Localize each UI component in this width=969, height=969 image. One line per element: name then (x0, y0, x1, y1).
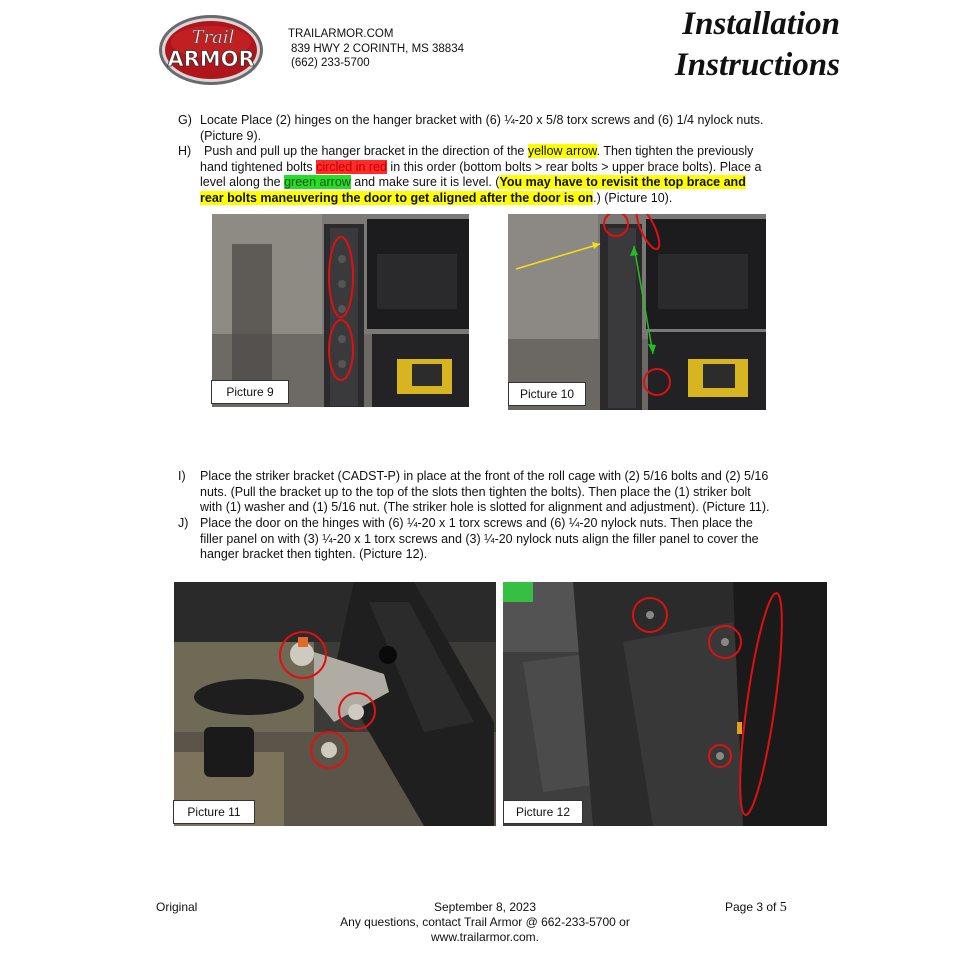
green-arrow-highlight: green arrow (284, 175, 351, 190)
footer-website: www.trailarmor.com. (430, 930, 540, 944)
picture-12-photo (503, 582, 827, 826)
step-letter: G) (178, 113, 192, 127)
company-website: TRAILARMOR.COM (288, 28, 394, 40)
picture-10-photo (508, 214, 766, 410)
revisit-note-cont: rear bolts maneuvering the door to get aligned after the door is on (200, 190, 594, 205)
revisit-note: You may have to revisit the top brace and (499, 175, 746, 190)
footer-contact: Any questions, contact Trail Armor @ 662-233-5700 or (340, 915, 630, 929)
step-i: I) Place the striker bracket (CADST-P) in place at the front of the roll cage with (2) 5/16 bolts and (2) 5/16 nuts. (Pull the bracket up to the top of the slots then tighten the bolts). Then place the (1) striker bolt with (1) washer and (1) 5/16 nut. (The striker hole is slotted for alignment and adjustment). (Picture 11). (178, 469, 770, 515)
step-letter: J) (178, 516, 189, 530)
circled-in-red-highlight: circled in red (316, 159, 387, 174)
picture-9-photo (212, 214, 469, 407)
step-h: H) Push and pull up the hanger bracket in the direction of the yellow arrow. Then tighten the previously hand tightened bolts circled in red in this order (bottom bolts > rear bolts > upper brace bolts). Place a level along the green arrow and make sure it is level. (You may have to revisit the top brace and rear bolts maneuvering the door to get aligned after the door is on.) (Picture 10). (178, 144, 762, 205)
footer-center (300, 900, 670, 945)
picture-12-caption: Picture 12 (503, 800, 583, 824)
company-phone: (662) 233-5700 (291, 57, 370, 69)
picture-10-caption: Picture 10 (508, 382, 586, 406)
trail-armor-logo (158, 14, 264, 86)
page-number: Page 3 of 5 (725, 900, 787, 915)
step-j: J) Place the door on the hinges with (6) ¼-20 x 1 torx screws and (6) ¼-20 nylock nuts. Then place the filler panel on with (3) ¼-20 x 1 torx screws and (3) ¼-20 nylock nuts align the filler panel to cover the hanger bracket then tighten. (Picture 12). (178, 516, 759, 562)
picture-11-caption: Picture 11 (173, 800, 255, 824)
footer-version: Original (156, 900, 198, 914)
footer-date: September 8, 2023 (433, 900, 537, 914)
step-letter: H) (178, 144, 192, 158)
company-info (288, 27, 464, 71)
picture-11-photo (174, 582, 496, 826)
company-address: 839 HWY 2 CORINTH, MS 38834 (291, 42, 464, 55)
step-g: G) Locate Place (2) hinges on the hanger bracket with (6) ¼-20 x 5/8 torx screws and (6) 1/4 nylock nuts. (Picture 9). (178, 113, 764, 143)
document-title: Installation Instructions (674, 6, 840, 83)
step-letter: I) (178, 469, 186, 483)
picture-9-caption: Picture 9 (211, 380, 289, 404)
yellow-arrow-highlight: yellow arrow (527, 144, 597, 158)
svg-text:ARMOR: ARMOR (167, 47, 255, 71)
svg-text:Trail: Trail (191, 27, 235, 48)
